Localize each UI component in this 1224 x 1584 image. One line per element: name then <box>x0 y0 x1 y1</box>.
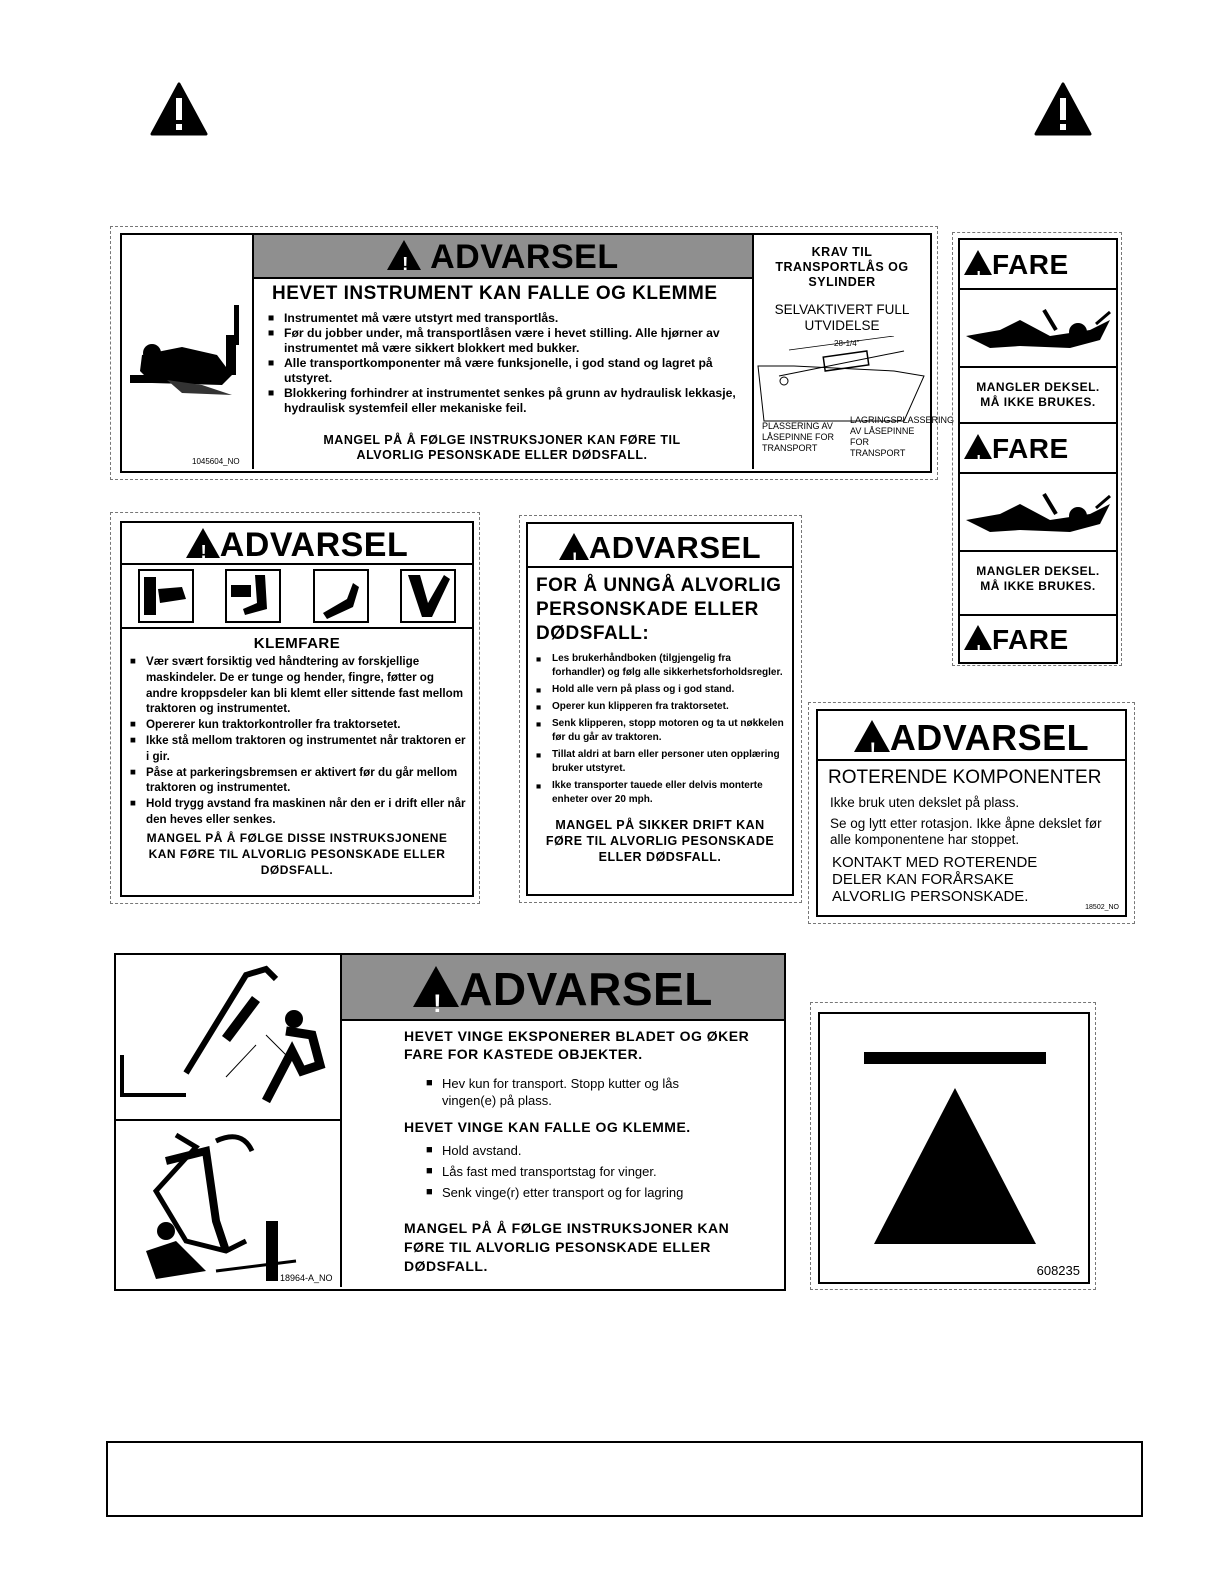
decal-1-right-sub: SELVAKTIVERT FULL UTVIDELSE <box>774 302 910 333</box>
list-item: ■ Opererer kun traktorkontroller fra traktorsetet. <box>130 717 466 733</box>
decal-1-label-right: LAGRINGSPLASSERING AV LÅSEPINNE FOR TRANSPORT <box>850 415 955 458</box>
foot-pinch-icon <box>225 569 281 623</box>
decal-1-bullets <box>268 311 746 416</box>
decal-3-bullets <box>536 652 784 807</box>
list-item: ■ Påse at parkeringsbremsen er aktivert før du går mellom traktoren og instrumentet. <box>130 765 466 797</box>
decal-2-footer: MANGEL PÅ Å FØLGE DISSE INSTRUKSJONENE KAN FØRE TIL ALVORLIG PESONSKADE ELLER DØDSFALL. <box>146 830 448 877</box>
decal-pinch-hazard <box>120 521 474 897</box>
list-item: ■ Hold trygg avstand fra maskinen når den er i drift eller når den heves eller senkes. <box>130 796 466 828</box>
decal-raised-wing <box>114 953 786 1291</box>
decal-raised-instrument <box>120 233 955 473</box>
decal-3-footer: MANGEL PÅ SIKKER DRIFT KAN FØRE TIL ALVORLIG PESONSKADE ELLER DØDSFALL. <box>545 818 775 864</box>
decal-3-header: !ADVARSEL <box>528 524 792 568</box>
list-item: ■ Alle transportkomponenter må være funksjonelle, i god stand og lagret på utstyret. <box>268 356 746 386</box>
decal-1-title: HEVET INSTRUMENT KAN FALLE OG KLEMME <box>272 283 718 304</box>
decal-4-line1: Ikke bruk uten dekslet på plass. <box>830 795 1020 810</box>
warning-icon <box>854 720 890 752</box>
warning-icon <box>964 625 992 650</box>
decal-triangle <box>818 1012 1090 1284</box>
wing-thrown-objects-illustration <box>116 955 342 1121</box>
list-item: ■ Operer kun klipperen fra traktorsetet. <box>536 700 784 714</box>
decal-5-header: !ADVARSEL <box>342 955 784 1021</box>
decal-1-label-left: PLASSERING AV LÅSEPINNE FOR TRANSPORT <box>762 421 835 453</box>
list-item: ■ Lås fast med transportstag for vinger. <box>426 1161 766 1182</box>
warning-icon <box>964 250 992 275</box>
warning-icon <box>387 240 421 270</box>
warning-icon-right <box>1034 82 1092 136</box>
decal-5-bullets1 <box>426 1075 716 1109</box>
decal-5-code: 18964-A_NO <box>280 1273 333 1283</box>
tractor-crush-illustration <box>122 235 254 469</box>
list-item: ■ Senk klipperen, stopp motoren og ta ut nøkkelen før du går av traktoren. <box>536 717 784 745</box>
decal-fare-strip <box>958 238 1118 664</box>
decal-2-header: !ADVARSEL <box>122 523 472 565</box>
footer-box <box>106 1441 1143 1517</box>
list-item: ■ Hold avstand. <box>426 1140 766 1161</box>
fare-illustration-2 <box>960 474 1116 552</box>
list-item: ■ Før du jobber under, må transportlåsen være i hevet stilling. Alle hjørner av instrumentet må være sikkert blokkert med bukker. <box>268 326 746 356</box>
decal-4-line2: Se og lytt etter rotasjon. Ikke åpne dekslet før alle komponentene har stoppet. <box>830 816 1102 847</box>
warning-icon <box>964 434 992 459</box>
triangle-icon <box>872 1086 1038 1246</box>
decal-1-footer: MANGEL PÅ Å FØLGE INSTRUKSJONER KAN FØRE TIL ALVORLIG PESONSKADE ELLER DØDSFALL. <box>323 433 681 462</box>
fare-header-1: !FARE <box>960 240 1116 290</box>
fare-text-2: MANGLER DEKSEL. MÅ IKKE BRUKES. <box>960 552 1116 616</box>
transport-lock-diagram <box>754 336 930 426</box>
fare-header-3: !FARE <box>960 616 1116 662</box>
list-item: ■ Instrumentet må være utstyrt med transportlås. <box>268 311 746 326</box>
fare-header-2: !FARE <box>960 424 1116 474</box>
list-item: ■ Ikke stå mellom traktoren og instrumentet når traktoren er i gir. <box>130 733 466 765</box>
decal-3-title: FOR Å UNNGÅ ALVORLIG PERSONSKADE ELLER DØDSFALL: <box>536 575 782 644</box>
warning-icon <box>413 966 459 1007</box>
warning-icon <box>186 528 220 558</box>
wing-crush-illustration <box>116 1121 342 1287</box>
list-item: ■ Vær svært forsiktig ved håndtering av forskjellige maskindeler. De er tunge og hender, fingre, føtter og andre kroppsdeler kan bli klemt eller sittende fast mellom traktoren og instrumentet. <box>130 654 466 717</box>
list-item: ■ Senk vinge(r) etter transport og for lagring <box>426 1182 766 1203</box>
decal-5-title2: HEVET VINGE KAN FALLE OG KLEMME. <box>404 1119 691 1135</box>
decal-5-bullets2 <box>426 1140 766 1203</box>
pinch-pictograms <box>122 565 472 629</box>
arm-pinch-icon <box>313 569 369 623</box>
decal-rotating-components <box>816 709 1127 917</box>
list-item: ■ Blokkering forhindrer at instrumentet senkes på grunn av hydraulisk lekkasje, hydraulisk systemfeil eller mekaniske feil. <box>268 386 746 416</box>
decal-1-header: ! ADVARSEL <box>254 235 752 279</box>
decal-1-code: 1045604_NO <box>192 457 240 466</box>
decal-4-header: !ADVARSEL <box>818 711 1125 761</box>
decal-1-right-title: KRAV TIL TRANSPORTLÅS OG SYLINDER <box>775 245 909 289</box>
decal-2-title: KLEMFARE <box>253 635 341 652</box>
list-item: ■ Ikke transporter tauede eller delvis monterte enheter over 20 mph. <box>536 779 784 807</box>
list-item: ■ Hev kun for transport. Stopp kutter og lås vingen(e) på plass. <box>426 1075 716 1109</box>
list-item: ■ Hold alle vern på plass og i god stand. <box>536 683 784 697</box>
leg-pinch-icon <box>400 569 456 623</box>
fare-text-1: MANGLER DEKSEL. MÅ IKKE BRUKES. <box>960 368 1116 424</box>
decal-4-code: 18502_NO <box>1085 904 1119 911</box>
hand-pinch-icon <box>138 569 194 623</box>
warning-icon-left <box>150 82 208 136</box>
decal-1-right-panel <box>752 235 955 469</box>
black-bar <box>864 1052 1046 1064</box>
list-item: ■ Tillat aldri at barn eller personer uten opplæring bruker utstyret. <box>536 748 784 776</box>
warning-icon <box>559 533 589 560</box>
decal-4-title: ROTERENDE KOMPONENTER <box>828 767 1102 788</box>
decal-5-footer: MANGEL PÅ Å FØLGE INSTRUKSJONER KAN FØRE TIL ALVORLIG PESONSKADE ELLER DØDSFALL. <box>404 1220 730 1274</box>
measure-label: 28-1/4" <box>834 339 860 348</box>
decal-5-title1: HEVET VINGE EKSPONERER BLADET OG ØKER FARE FOR KASTEDE OBJEKTER. <box>404 1028 750 1062</box>
decal-avoid-injury <box>526 522 794 896</box>
decal-2-bullets <box>130 654 466 828</box>
list-item: ■ Les brukerhåndboken (tilgjengelig fra forhandler) og følg alle sikkerhetsforholdsregler. <box>536 652 784 680</box>
fare-illustration-1 <box>960 290 1116 368</box>
decal-6-code: 608235 <box>1036 1263 1080 1278</box>
decal-4-warn: KONTAKT MED ROTERENDE DELER KAN FORÅRSAKE ALVORLIG PERSONSKADE. <box>832 854 1038 905</box>
